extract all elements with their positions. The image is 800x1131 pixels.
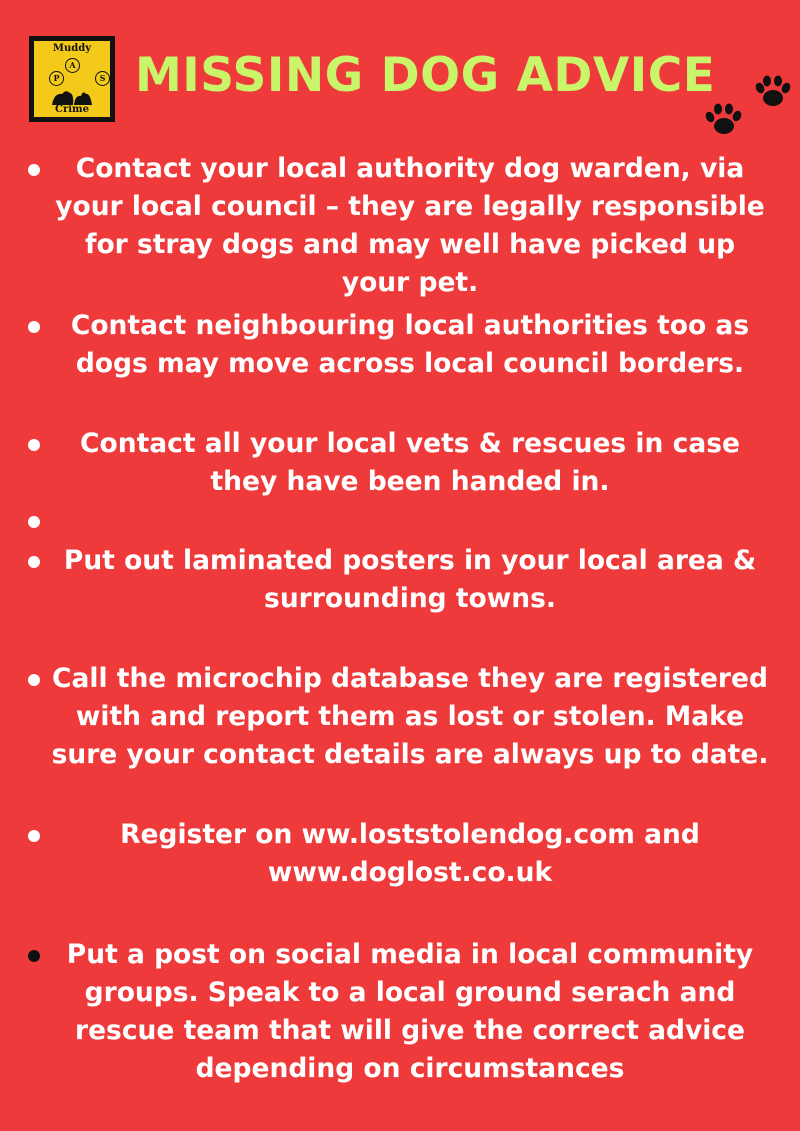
list-item: Register on ww.loststolendog.com and www.doglost.co.uk: [120, 819, 700, 888]
bullet-icon: [28, 556, 40, 568]
bullet-icon: [28, 321, 40, 333]
logo-letter-s: S: [95, 71, 110, 86]
list-item: Call the microchip database they are registered with and report them as lost or stolen. Make sure your contact details are always up to date.: [51, 663, 769, 770]
list-item: Contact your local authority dog warden, via your local council – they are legally responsible for stray dogs and may well have picked up your pet.: [55, 153, 765, 298]
list-item: Contact neighbouring local authorities too as dogs may move across local council borders.: [70, 310, 750, 379]
logo-bottom-text: Crime: [55, 104, 89, 115]
logo-top-text: Muddy: [52, 43, 92, 54]
bullet-icon: [28, 164, 40, 176]
bullet-icon: [28, 439, 40, 451]
page-title: MISSING DOG ADVICE: [135, 48, 716, 103]
bullet-icon: [28, 674, 40, 686]
logo-letter-a: A: [65, 58, 80, 73]
bullet-icon: [28, 830, 40, 842]
list-item: Put out laminated posters in your local area & surrounding towns.: [63, 545, 757, 614]
list-item: Contact all your local vets & rescues in case they have been handed in.: [80, 428, 740, 497]
bullet-icon: [28, 950, 40, 962]
bullet-icon: [28, 516, 40, 528]
logo-letter-p: P: [49, 71, 64, 86]
list-item: Put a post on social media in local community groups. Speak to a local ground serach and rescue team that will give the correct advice depending on circumstances: [66, 939, 754, 1084]
